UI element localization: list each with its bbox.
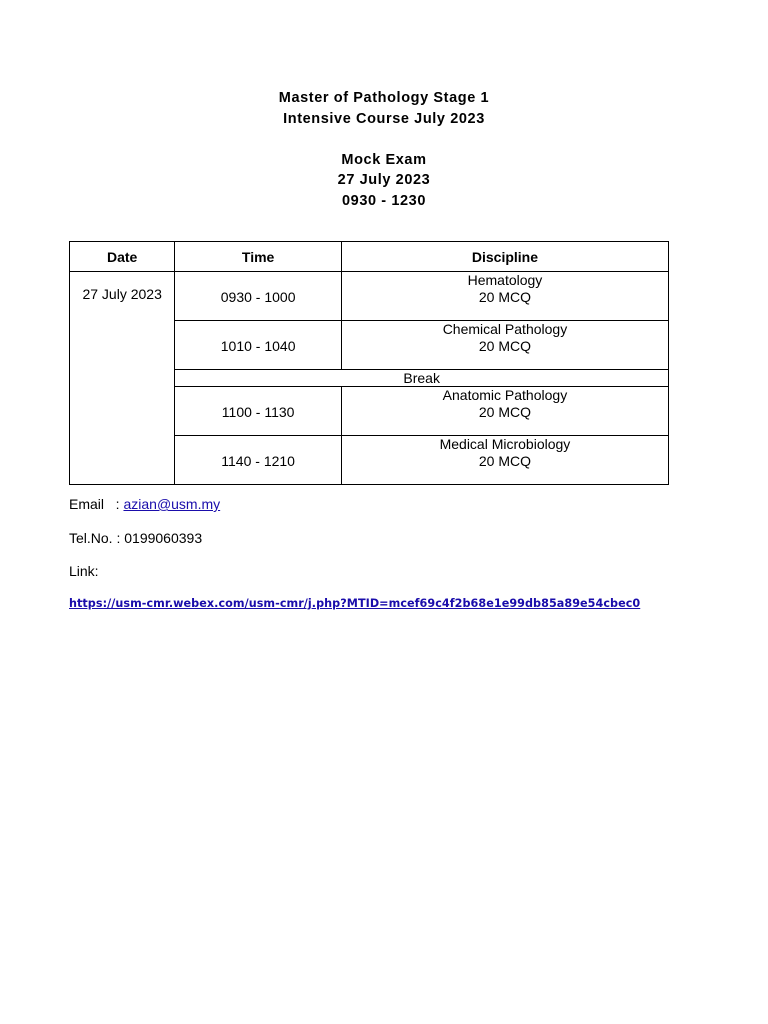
discipline-cell xyxy=(341,387,668,436)
break-cell: Break xyxy=(175,370,669,387)
time-cell: 1140 - 1210 xyxy=(175,436,342,485)
discipline-cell xyxy=(341,321,668,370)
table-row xyxy=(70,272,669,321)
table-header-row xyxy=(70,242,669,272)
exam-date: 27 July 2023 xyxy=(337,172,431,189)
tel-number: 0199060393 xyxy=(124,530,203,546)
time-cell: 1100 - 1130 xyxy=(175,387,342,436)
discipline-cell xyxy=(341,436,668,485)
schedule-table xyxy=(69,241,669,485)
course-title: Master of Pathology Stage 1 xyxy=(278,90,490,106)
email-line xyxy=(69,496,220,512)
time-cell: 0930 - 1000 xyxy=(175,272,342,321)
webex-link[interactable]: https://usm-cmr.webex.com/usm-cmr/j.php?MTID=mcef69c4f2b68e1e99db85a89e54cbec0 xyxy=(69,597,641,610)
course-subtitle: Intensive Course July 2023 xyxy=(283,110,485,127)
discipline-cell xyxy=(341,272,668,321)
exam-title: Mock Exam xyxy=(341,151,427,168)
discipline-format: 20 MCQ xyxy=(478,338,531,354)
discipline-format: 20 MCQ xyxy=(478,453,531,469)
discipline-format: 20 MCQ xyxy=(478,404,531,420)
exam-time-range: 0930 - 1230 xyxy=(342,193,426,210)
tel-line xyxy=(69,530,202,546)
email-link[interactable]: azian@usm.my xyxy=(123,496,221,512)
link-label: Link: xyxy=(69,563,99,579)
tel-label: Tel.No. : xyxy=(69,530,121,546)
column-header-date: Date xyxy=(70,242,175,272)
column-header-discipline: Discipline xyxy=(341,242,668,272)
email-label: Email : xyxy=(69,496,120,512)
date-cell: 27 July 2023 xyxy=(70,272,175,485)
document-header xyxy=(0,88,768,212)
time-cell: 1010 - 1040 xyxy=(175,321,342,370)
discipline-name: Chemical Pathology xyxy=(442,321,568,337)
discipline-name: Anatomic Pathology xyxy=(442,387,568,403)
discipline-format: 20 MCQ xyxy=(478,289,531,305)
column-header-time: Time xyxy=(175,242,342,272)
discipline-name: Hematology xyxy=(467,272,543,288)
discipline-name: Medical Microbiology xyxy=(439,436,571,452)
